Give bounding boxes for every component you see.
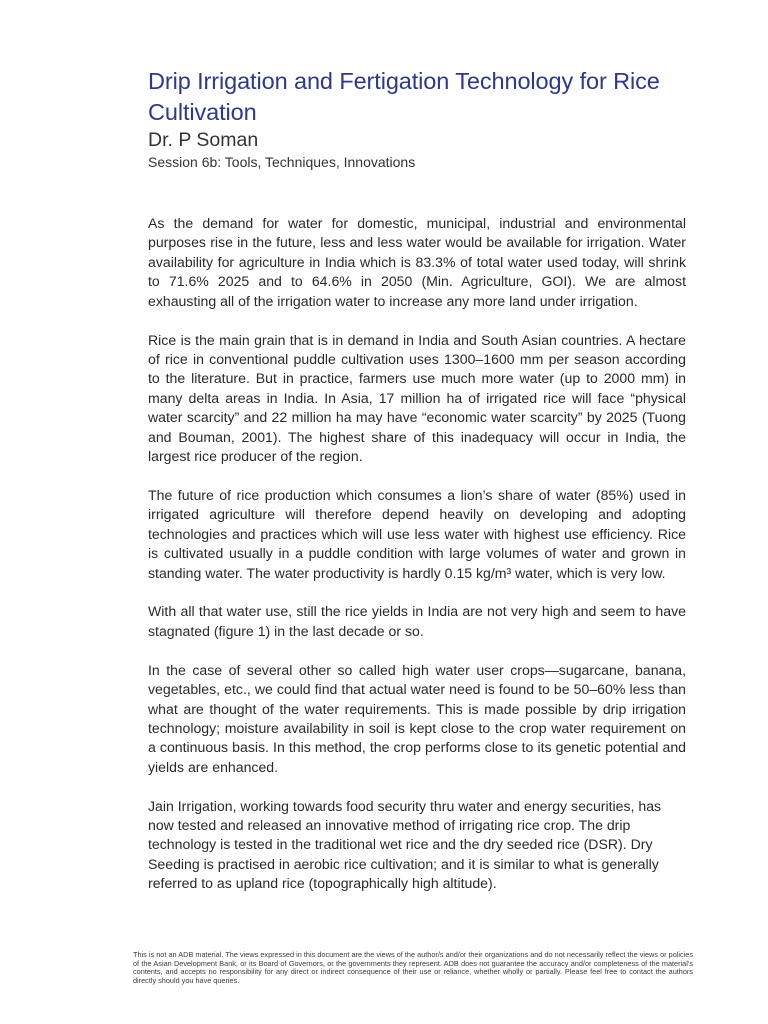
- document-body: [148, 214, 686, 913]
- body-paragraph: Rice is the main grain that is in demand in India and South Asian countries. A hectare of rice in conventional puddle cultivation uses 1300–1600 mm per season according to the literature. But in practice, farmers use much more water (up to 2000 mm) in many delta areas in India. In Asia, 17 million ha of irrigated rice will face “physical water scarcity” and 22 million ha may have “economic water scarcity” by 2025 (Tuong and Bouman, 2001). The highest share of this inadequacy will occur in India, the largest rice producer of the region.: [148, 331, 686, 464]
- session-label: Session 6b: Tools, Techniques, Innovations: [148, 154, 416, 170]
- document-header: [148, 66, 708, 171]
- author-name: Dr. P Soman: [148, 129, 259, 151]
- document-title: Drip Irrigation and Fertigation Technology for Rice Cultivation: [148, 68, 660, 125]
- body-paragraph: As the demand for water for domestic, municipal, industrial and environmental purposes rise in the future, less and less water would be available for irrigation. Water availability for agriculture in India which is 83.3% of total water used today, will shrink to 71.6% 2025 and to 64.6% in 2050 (Min. Agriculture, GOI). We are almost exhausting all of the irrigation water to increase any more land under irrigation.: [148, 215, 686, 309]
- body-paragraph: In the case of several other so called high water user crops—sugarcane, banana, vegetables, etc., we could find that actual water need is found to be 50–60% less than what are thought of the water requirements. This is made possible by drip irrigation technology; moisture availability in soil is kept close to the crop water requirement on a continuous basis. In this method, the crop performs close to its genetic potential and yields are enhanced.: [148, 661, 686, 775]
- disclaimer-footer: This is not an ADB material. The views expressed in this document are the views of the author/s and/or their organizations and do not necessarily reflect the views or policies of the Asian Development Bank, or its Board of Governors, or the governments they represent. ADB does not guarantee the accuracy and/or completeness of the material’s contents, and accepts no responsibility for any direct or indirect consequence of their use or reliance, whether wholly or partially. Please feel free to contact the authors directly should you have queries.: [133, 950, 693, 985]
- body-paragraph: Jain Irrigation, working towards food security thru water and energy securities, has now tested and released an innovative method of irrigating rice crop. The drip technology is tested in the traditional wet rice and the dry seeded rice (DSR). Dry Seeding is practised in aerobic rice cultivation; and it is similar to what is generally referred to as upland rice (topographically high altitude).: [148, 797, 662, 892]
- body-paragraph: With all that water use, still the rice yields in India are not very high and seem to have stagnated (figure 1) in the last decade or so.: [148, 603, 686, 639]
- body-paragraph: The future of rice production which consumes a lion’s share of water (85%) used in irrigated agriculture will therefore depend heavily on developing and adopting technologies and practices which will use less water with highest use efficiency. Rice is cultivated usually in a puddle condition with large volumes of water and grown in standing water. The water productivity is hardly 0.15 kg/m³ water, which is very low.: [148, 486, 686, 581]
